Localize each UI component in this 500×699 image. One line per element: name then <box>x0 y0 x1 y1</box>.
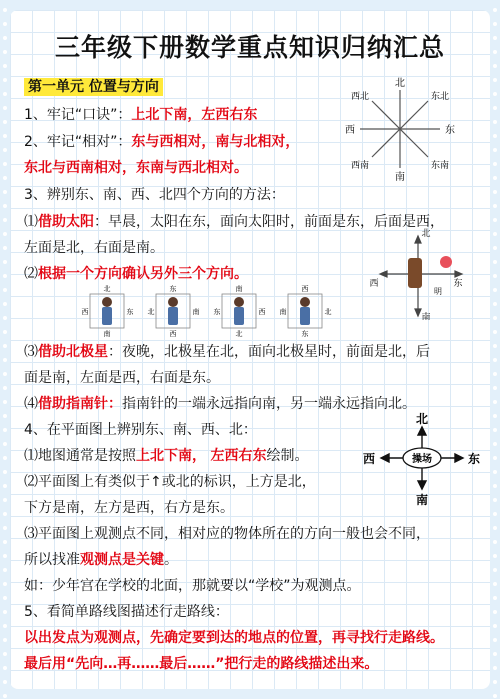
map-rule-1-line <box>24 445 308 465</box>
figure-3-bottom: 北 <box>235 330 243 338</box>
map-rule-2-line-2 <box>24 497 234 517</box>
page-title: 三年级下册数学重点知识归纳汇总 <box>54 33 445 62</box>
rule-2-line <box>24 131 299 151</box>
person-shape <box>408 258 422 288</box>
method-sun-title: 借助太阳 <box>38 214 94 230</box>
map-rule-3-text-2: 所以找准 <box>24 552 80 568</box>
method-one-direction-line <box>24 263 248 283</box>
method-sun-text-2: 左面是北，右面是南。 <box>24 240 164 256</box>
compass-north: 北 <box>395 78 405 89</box>
map-north: 北 <box>415 412 429 426</box>
sun-east: 东 <box>453 279 463 289</box>
rule-2-text: 东与西相对，南与北相对， <box>131 134 300 150</box>
figure-1-bottom: 南 <box>103 330 111 338</box>
method-star-line-2 <box>24 367 220 387</box>
method-compass-text: 指南针的一端永远指向南，另一端永远指向北。 <box>122 396 416 412</box>
right-dot-border <box>490 0 500 699</box>
method-star-text-2: 面是南，左面是西，右面是东。 <box>24 370 220 386</box>
rule-4-heading: 4、在平面图上辨别东、南、西、北： <box>24 422 257 438</box>
four-direction-figures <box>70 282 350 338</box>
map-rule-1-red-b: 左西右东 <box>210 448 267 464</box>
compass-southeast: 东南 <box>430 161 450 171</box>
figure-1 <box>82 284 134 338</box>
figure-2-top: 东 <box>169 285 177 293</box>
map-south: 南 <box>415 493 429 506</box>
method-sun-text: ：早晨，太阳在东，面向太阳时，前面是东，后面是西， <box>94 214 444 230</box>
rule-2-text-2: 东北与西南相对，东南与西北相对。 <box>24 160 248 176</box>
method-star-line <box>24 341 430 361</box>
method-star-text: ：夜晚，北极星在北，面向北极星时，前面是北，后 <box>108 344 430 360</box>
route-rule-text: 以出发点为观测点，先确定要到达的地点的位置，再寻找行走路线。 <box>24 630 444 646</box>
rule-1-line <box>24 104 257 124</box>
rule-5-line <box>24 601 229 621</box>
left-dot-border <box>0 0 10 699</box>
map-rule-1-text: ⑴地图通常是按照 <box>24 448 136 464</box>
map-rule-3-end: 。 <box>164 552 178 568</box>
compass-southwest: 西南 <box>350 161 370 171</box>
sun-icon <box>440 256 452 268</box>
compass-east: 东 <box>445 125 455 136</box>
compass-south: 南 <box>395 172 405 183</box>
playground-direction-map <box>356 410 482 506</box>
unit-heading-highlight: 第一单元 位置与方向 <box>24 78 163 96</box>
method-compass-title: 借助指南针： <box>38 396 122 412</box>
rule-3-heading: 3、辨别东、南、西、北四个方向的方法： <box>24 187 285 203</box>
figure-3-right: 西 <box>258 308 266 316</box>
map-west: 西 <box>362 452 376 466</box>
knowledge-sheet <box>10 10 490 689</box>
figure-2-bottom: 西 <box>169 330 177 338</box>
figure-3 <box>214 284 266 338</box>
figure-4-top: 西 <box>301 285 309 293</box>
route-rule-line-2 <box>24 653 378 673</box>
rule-5-heading: 5、看简单路线图描述行走路线： <box>24 604 229 620</box>
figure-4 <box>280 285 332 338</box>
sun-north: 北 <box>421 229 431 239</box>
figure-1-right: 东 <box>126 308 134 316</box>
map-rule-3-text: ⑶平面图上观测点不同，相对应的物体所在的方向一般也会不同， <box>24 526 430 542</box>
route-rule-line <box>24 627 444 647</box>
method-one-direction-num: ⑵ <box>24 266 38 282</box>
compass-northwest: 西北 <box>350 92 370 102</box>
method-star-num: ⑶ <box>24 344 38 360</box>
sun-shadow-label: 明 <box>434 287 442 296</box>
map-rule-2-text: ⑵平面图上有类似于↑或北的标识，上方是北， <box>24 474 316 490</box>
map-rule-2-line <box>24 471 316 491</box>
method-compass-num: ⑷ <box>24 396 38 412</box>
compass-northeast: 东北 <box>430 92 450 102</box>
map-east: 东 <box>467 452 481 466</box>
map-rule-3-line-2 <box>24 549 178 569</box>
rule-2-label: 2、牢记“相对”： <box>24 134 132 150</box>
figure-1-top: 北 <box>103 285 111 293</box>
rule-4-line <box>24 419 257 439</box>
map-rule-2-text-2: 下方是南，左方是西，右方是东。 <box>24 500 234 516</box>
map-rule-3-key: 观测点是关键 <box>80 552 164 568</box>
figure-2 <box>148 284 200 338</box>
method-sun-num: ⑴ <box>24 214 38 230</box>
figure-2-right: 南 <box>192 308 200 316</box>
example-line <box>24 575 361 595</box>
unit-heading <box>24 76 163 96</box>
eight-direction-compass <box>340 72 460 184</box>
figure-4-bottom: 东 <box>301 330 309 338</box>
figure-1-left: 西 <box>81 308 89 316</box>
sun-south: 南 <box>421 313 431 320</box>
map-rule-1-red-a: 上北下南， <box>136 448 206 464</box>
compass-west: 西 <box>345 125 355 136</box>
rule-1-label: 1、牢记“口诀”： <box>24 107 132 123</box>
figure-3-left: 东 <box>213 308 221 316</box>
method-one-direction-title: 根据一个方向确认另外三个方向。 <box>38 266 248 282</box>
method-sun-line-2 <box>24 237 164 257</box>
example-text: 如：少年宫在学校的北面，那就要以“学校”为观测点。 <box>24 578 361 594</box>
route-rule-text-2: 最后用“先向…再……最后……”把行走的路线描述出来。 <box>24 656 379 672</box>
figure-2-left: 北 <box>147 308 155 316</box>
rule-3-line <box>24 184 285 204</box>
rule-2-line-2 <box>24 157 248 177</box>
figure-4-left: 南 <box>279 308 287 316</box>
figure-3-top: 南 <box>235 285 243 293</box>
map-rule-3-line <box>24 523 430 543</box>
sun-direction-diagram <box>366 228 466 320</box>
playground-label: 操场 <box>412 454 432 465</box>
method-star-title: 借助北极星 <box>38 344 108 360</box>
sun-west: 西 <box>369 279 379 289</box>
map-rule-1-end: 绘制。 <box>266 448 309 464</box>
figure-4-right: 北 <box>324 308 332 316</box>
rule-1-mnemonic: 上北下南，左西右东 <box>131 107 258 123</box>
